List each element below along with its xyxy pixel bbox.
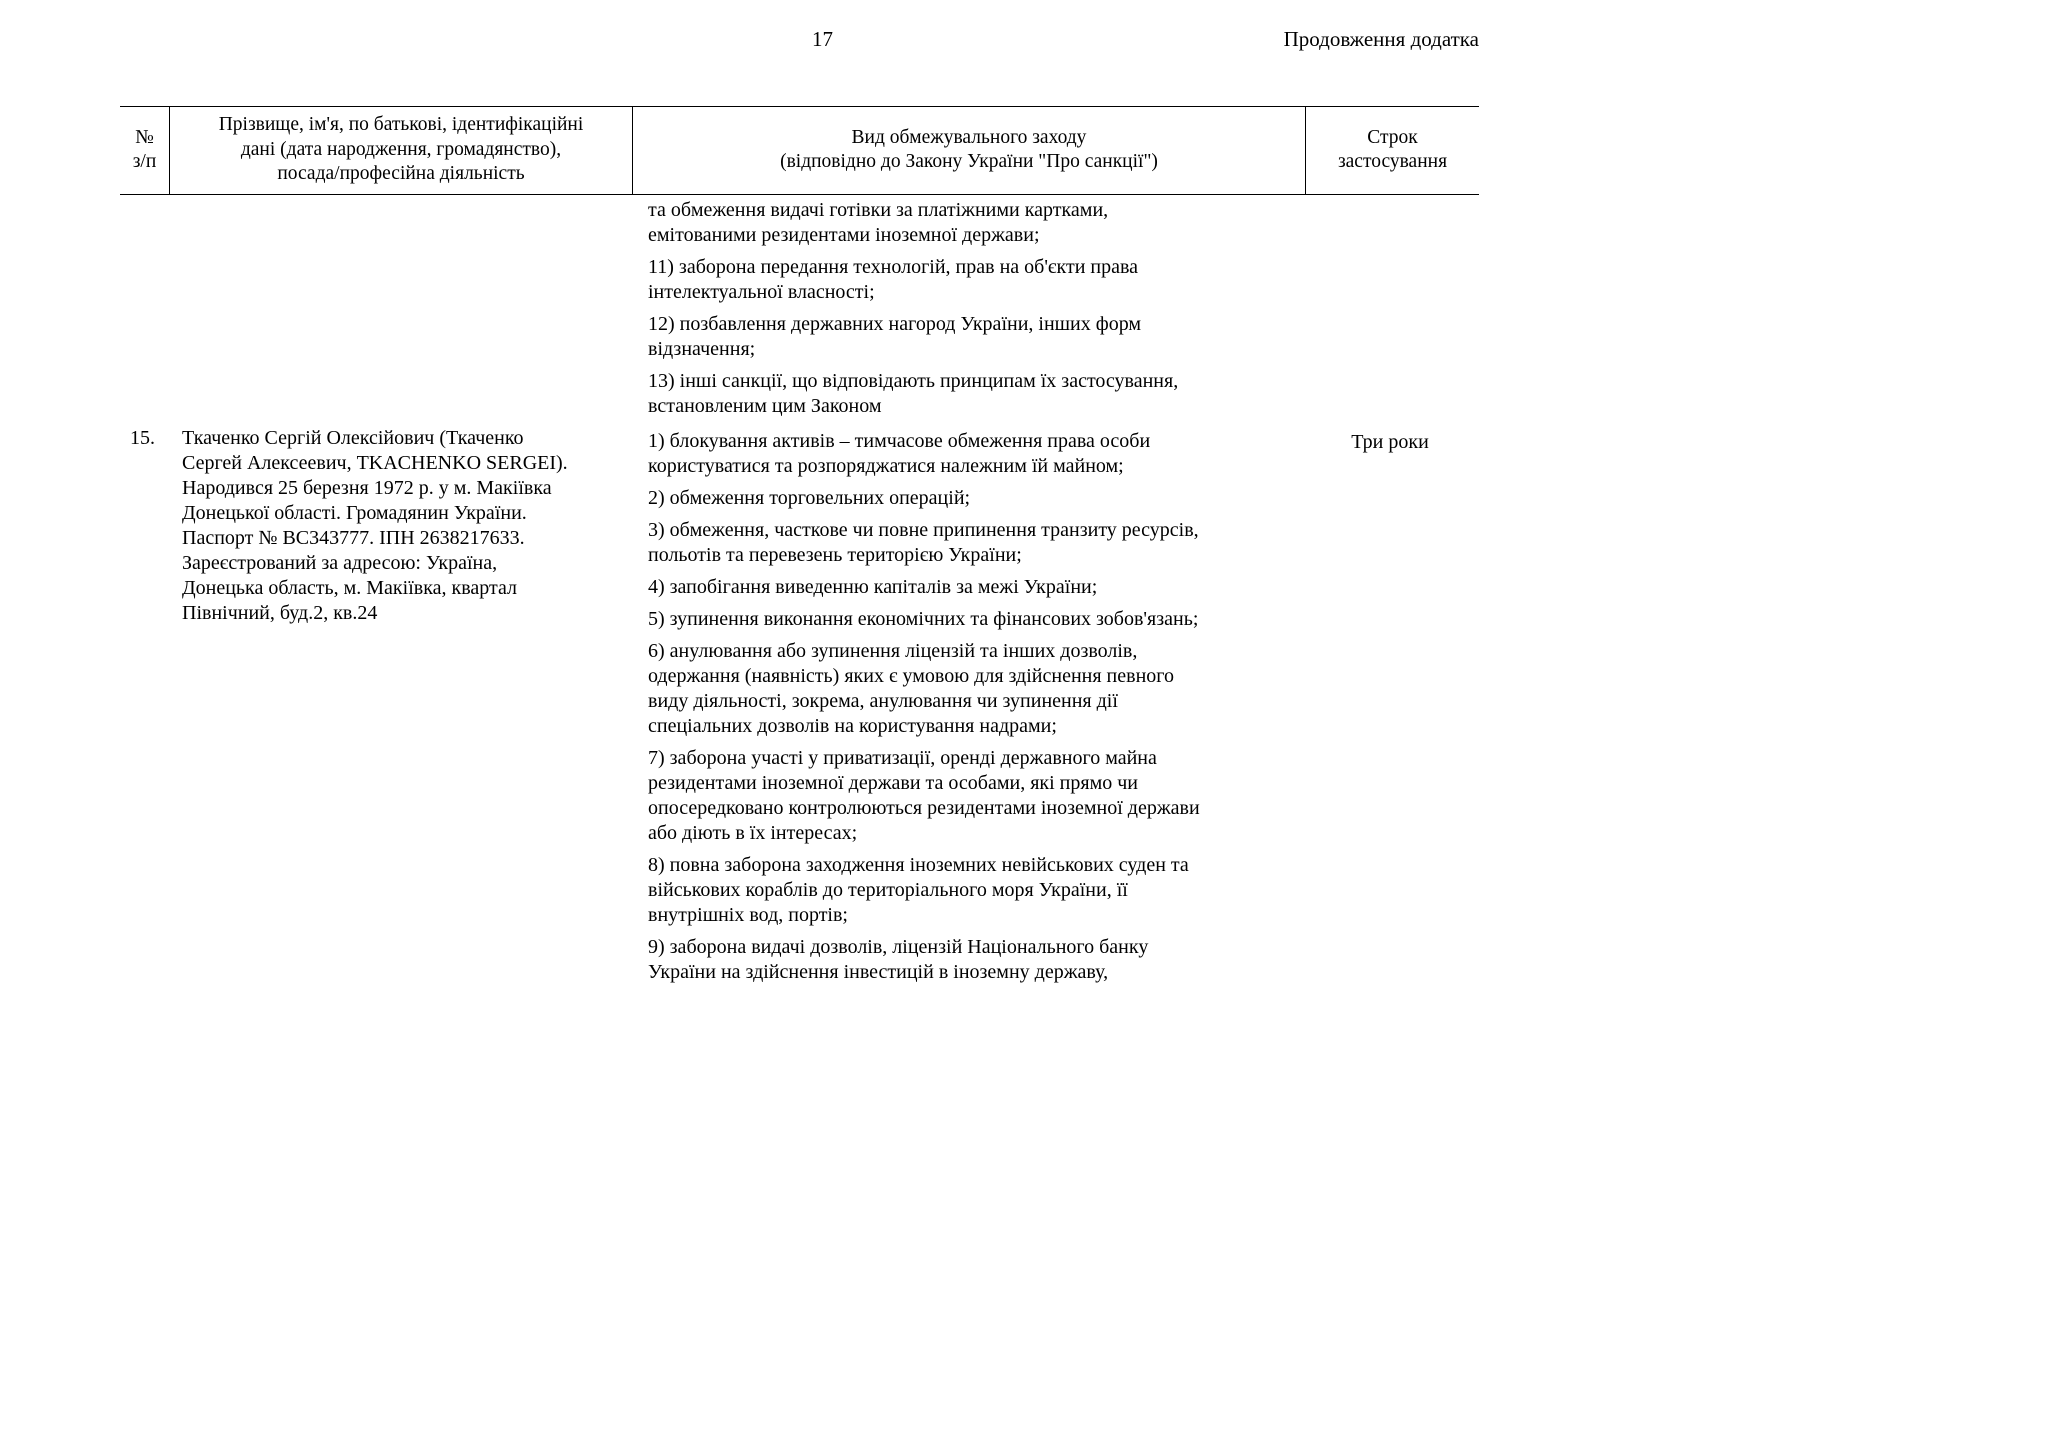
measure-line: 5) зупинення виконання економічних та фінансових зобов'язань; [648, 608, 1199, 630]
page-number: 17 [812, 27, 833, 51]
measure-line: та обмеження видачі готівки за платіжними картками, [648, 199, 1109, 221]
measure-line: 3) обмеження, часткове чи повне припинення транзиту ресурсів, [648, 519, 1199, 541]
person-line: Донецька область, м. Макіївка, квартал [182, 577, 518, 599]
header-measure-cell [633, 106, 1305, 194]
carryover-measure [648, 312, 1288, 362]
measure-item [648, 935, 1288, 985]
person-line: Сергей Алексеевич, TKACHENKO SERGEI). [182, 452, 568, 474]
measure-line: внутрішніх вод, портів; [648, 904, 848, 926]
person-line: Народився 25 березня 1972 р. у м. Макіївка [182, 477, 552, 499]
header-person-cell [170, 106, 632, 194]
measure-line: 11) заборона передання технологій, прав на об'єкти права [648, 256, 1139, 278]
person-line: Північний, буд.2, кв.24 [182, 602, 378, 624]
measure-line: одержання (наявність) яких є умовою для здійснення певного [648, 665, 1174, 687]
header-measure-line: (відповідно до Закону України "Про санкції") [780, 151, 1158, 172]
measure-item [648, 575, 1288, 600]
header-number-cell [120, 106, 169, 194]
measure-line: або діють в їх інтересах; [648, 822, 858, 844]
measure-item [648, 639, 1288, 739]
person-line: Паспорт № ВС343777. ІПН 2638217633. [182, 527, 525, 549]
measure-item [648, 853, 1288, 928]
measure-item [648, 746, 1288, 846]
measure-item [648, 607, 1288, 632]
measure-line: 13) інші санкції, що відповідають принципам їх застосування, [648, 370, 1179, 392]
measure-line: користуватися та розпоряджатися належним їй майном; [648, 455, 1124, 477]
measure-line: резидентами іноземної держави та особами, які прямо чи [648, 772, 1138, 794]
measure-line: 12) позбавлення державних нагород України, інших форм [648, 313, 1142, 335]
measure-line: опосередковано контролюються резидентами іноземної держави [648, 797, 1200, 819]
header-number-line: з/п [132, 151, 157, 172]
measure-line: польотів та перевезень територією України; [648, 544, 1022, 566]
header-number-line: № [135, 126, 154, 148]
measure-line: встановленим цим Законом [648, 395, 882, 417]
person-line: Ткаченко Сергій Олексійович (Ткаченко [182, 427, 524, 449]
carryover-measure [648, 369, 1288, 419]
header-term-line: Строк [1367, 126, 1418, 148]
measure-line: емітованими резидентами іноземної держави; [648, 224, 1040, 246]
carryover-measure [648, 255, 1288, 305]
table-header-bottom-border [120, 194, 1479, 195]
measure-line: 8) повна заборона заходження іноземних невійськових суден та [648, 854, 1189, 876]
continuation-label: Продовження додатка [1283, 27, 1479, 51]
measure-line: 7) заборона участі у приватизації, оренді державного майна [648, 747, 1157, 769]
entry-number: 15. [130, 427, 155, 449]
header-person-line: Прізвище, ім'я, по батькові, ідентифікаційні [218, 114, 584, 136]
measure-line: інтелектуальної власності; [648, 281, 875, 303]
measure-line: виду діяльності, зокрема, анулювання чи зупинення дії [648, 690, 1118, 712]
header-person-line: дані (дата народження, громадянство), [240, 138, 562, 160]
header-measure-line: Вид обмежувального заходу [851, 126, 1087, 148]
person-line: Донецької області. Громадянин України. [182, 502, 527, 524]
measure-line: відзначення; [648, 338, 756, 360]
measure-item [648, 518, 1288, 568]
measure-item [648, 429, 1288, 479]
person-details [182, 426, 622, 626]
carryover-measure [648, 198, 1288, 248]
measures-column [648, 198, 1288, 992]
measure-line: 2) обмеження торговельних операцій; [648, 487, 971, 509]
measure-item [648, 486, 1288, 511]
sanction-term: Три роки [1351, 431, 1429, 453]
header-person-line: посада/професійна діяльність [277, 163, 525, 185]
measure-line: військових кораблів до територіального моря України, її [648, 879, 1128, 901]
measure-line: 6) анулювання або зупинення ліцензій та інших дозволів, [648, 640, 1138, 662]
measure-line: України на здійснення інвестицій в іноземну державу, [648, 961, 1109, 983]
measure-line: спеціальних дозволів на користування надрами; [648, 715, 1057, 737]
header-term-cell [1306, 106, 1479, 194]
person-line: Зареєстрований за адресою: Україна, [182, 552, 498, 574]
measure-line: 9) заборона видачі дозволів, ліцензій Національного банку [648, 936, 1149, 958]
header-term-line: застосування [1337, 151, 1448, 172]
measure-line: 1) блокування активів – тимчасове обмеження права особи [648, 430, 1151, 452]
measure-line: 4) запобігання виведенню капіталів за межі України; [648, 576, 1098, 598]
